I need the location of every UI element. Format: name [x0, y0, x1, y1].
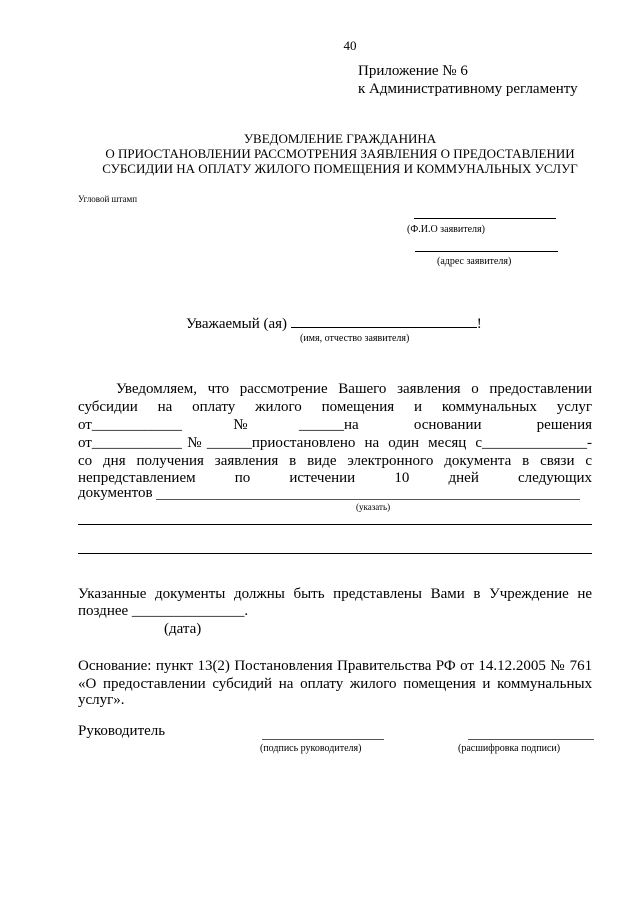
deadline-line-1: Указанные документы должны быть представлены Вами в Учреждение не [78, 586, 593, 602]
applicant-name-caption: (Ф.И.О заявителя) [407, 224, 485, 235]
title-line-3: СУБСИДИИ НА ОПЛАТУ ЖИЛОГО ПОМЕЩЕНИЯ И КОММУНАЛЬНЫХ УСЛУГ [102, 161, 578, 176]
blank-line-1 [78, 524, 592, 525]
notice-line-6: непредставлением по истечении 10 дней следующих [78, 470, 593, 486]
notice-line-3: от____________№______на основании решения [78, 417, 592, 433]
basis-line-3: услуг». [78, 692, 125, 708]
basis-line-2: «О предоставлении субсидий на оплату жилого помещения и коммунальных [78, 676, 593, 692]
signature-decode-line [468, 739, 594, 740]
date-caption: (дата) [164, 621, 202, 637]
signature-decode-caption: (расшифровка подписи) [458, 743, 561, 754]
title-line-2: О ПРИОСТАНОВЛЕНИИ РАССМОТРЕНИЯ ЗАЯВЛЕНИЯ О ПРЕДОСТАВЛЕНИИ [105, 146, 575, 161]
corner-stamp-label: Угловой штамп [78, 194, 138, 204]
applicant-name-line [414, 218, 556, 219]
page-number: 40 [343, 38, 357, 53]
notice-line-2: субсидии на оплату жилого помещения и коммунальных услуг [78, 399, 593, 415]
greeting-prefix: Уважаемый (ая) [186, 316, 288, 332]
greeting-line [186, 314, 482, 333]
applicant-address-line [415, 251, 558, 252]
applicant-address-caption: (адрес заявителя) [437, 256, 512, 267]
signature-line [262, 739, 384, 740]
notice-line-4: от____________№______приостановлено на один месяц с______________- [78, 435, 593, 451]
greeting-name-blank [291, 314, 477, 328]
appendix-line-1: Приложение № 6 [358, 63, 468, 79]
appendix-header [358, 62, 578, 98]
greeting-suffix: ! [476, 316, 482, 332]
appendix-line-2: к Административному регламенту [358, 81, 578, 97]
blank-line-2 [78, 553, 592, 554]
notice-line-1: Уведомляем, что рассмотрение Вашего заявления о предоставлении [116, 381, 593, 397]
title-line-1: УВЕДОМЛЕНИЕ ГРАЖДАНИНА [243, 131, 437, 146]
greeting-caption: (имя, отчество заявителя) [300, 333, 410, 344]
specify-caption: (указать) [356, 502, 391, 512]
deadline-line-2: позднее _______________. [78, 603, 249, 619]
documents-blank-line [156, 499, 580, 500]
signature-caption: (подпись руководителя) [260, 743, 362, 754]
basis-line-1: Основание: пункт 13(2) Постановления Правительства РФ от 14.12.2005 № 761 [78, 658, 593, 674]
notice-line-7: документов [78, 485, 153, 501]
notice-line-5: со дня получения заявления в виде электронного документа в связи с [78, 453, 593, 469]
document-title [60, 131, 620, 176]
signature-head: Руководитель [78, 723, 166, 739]
